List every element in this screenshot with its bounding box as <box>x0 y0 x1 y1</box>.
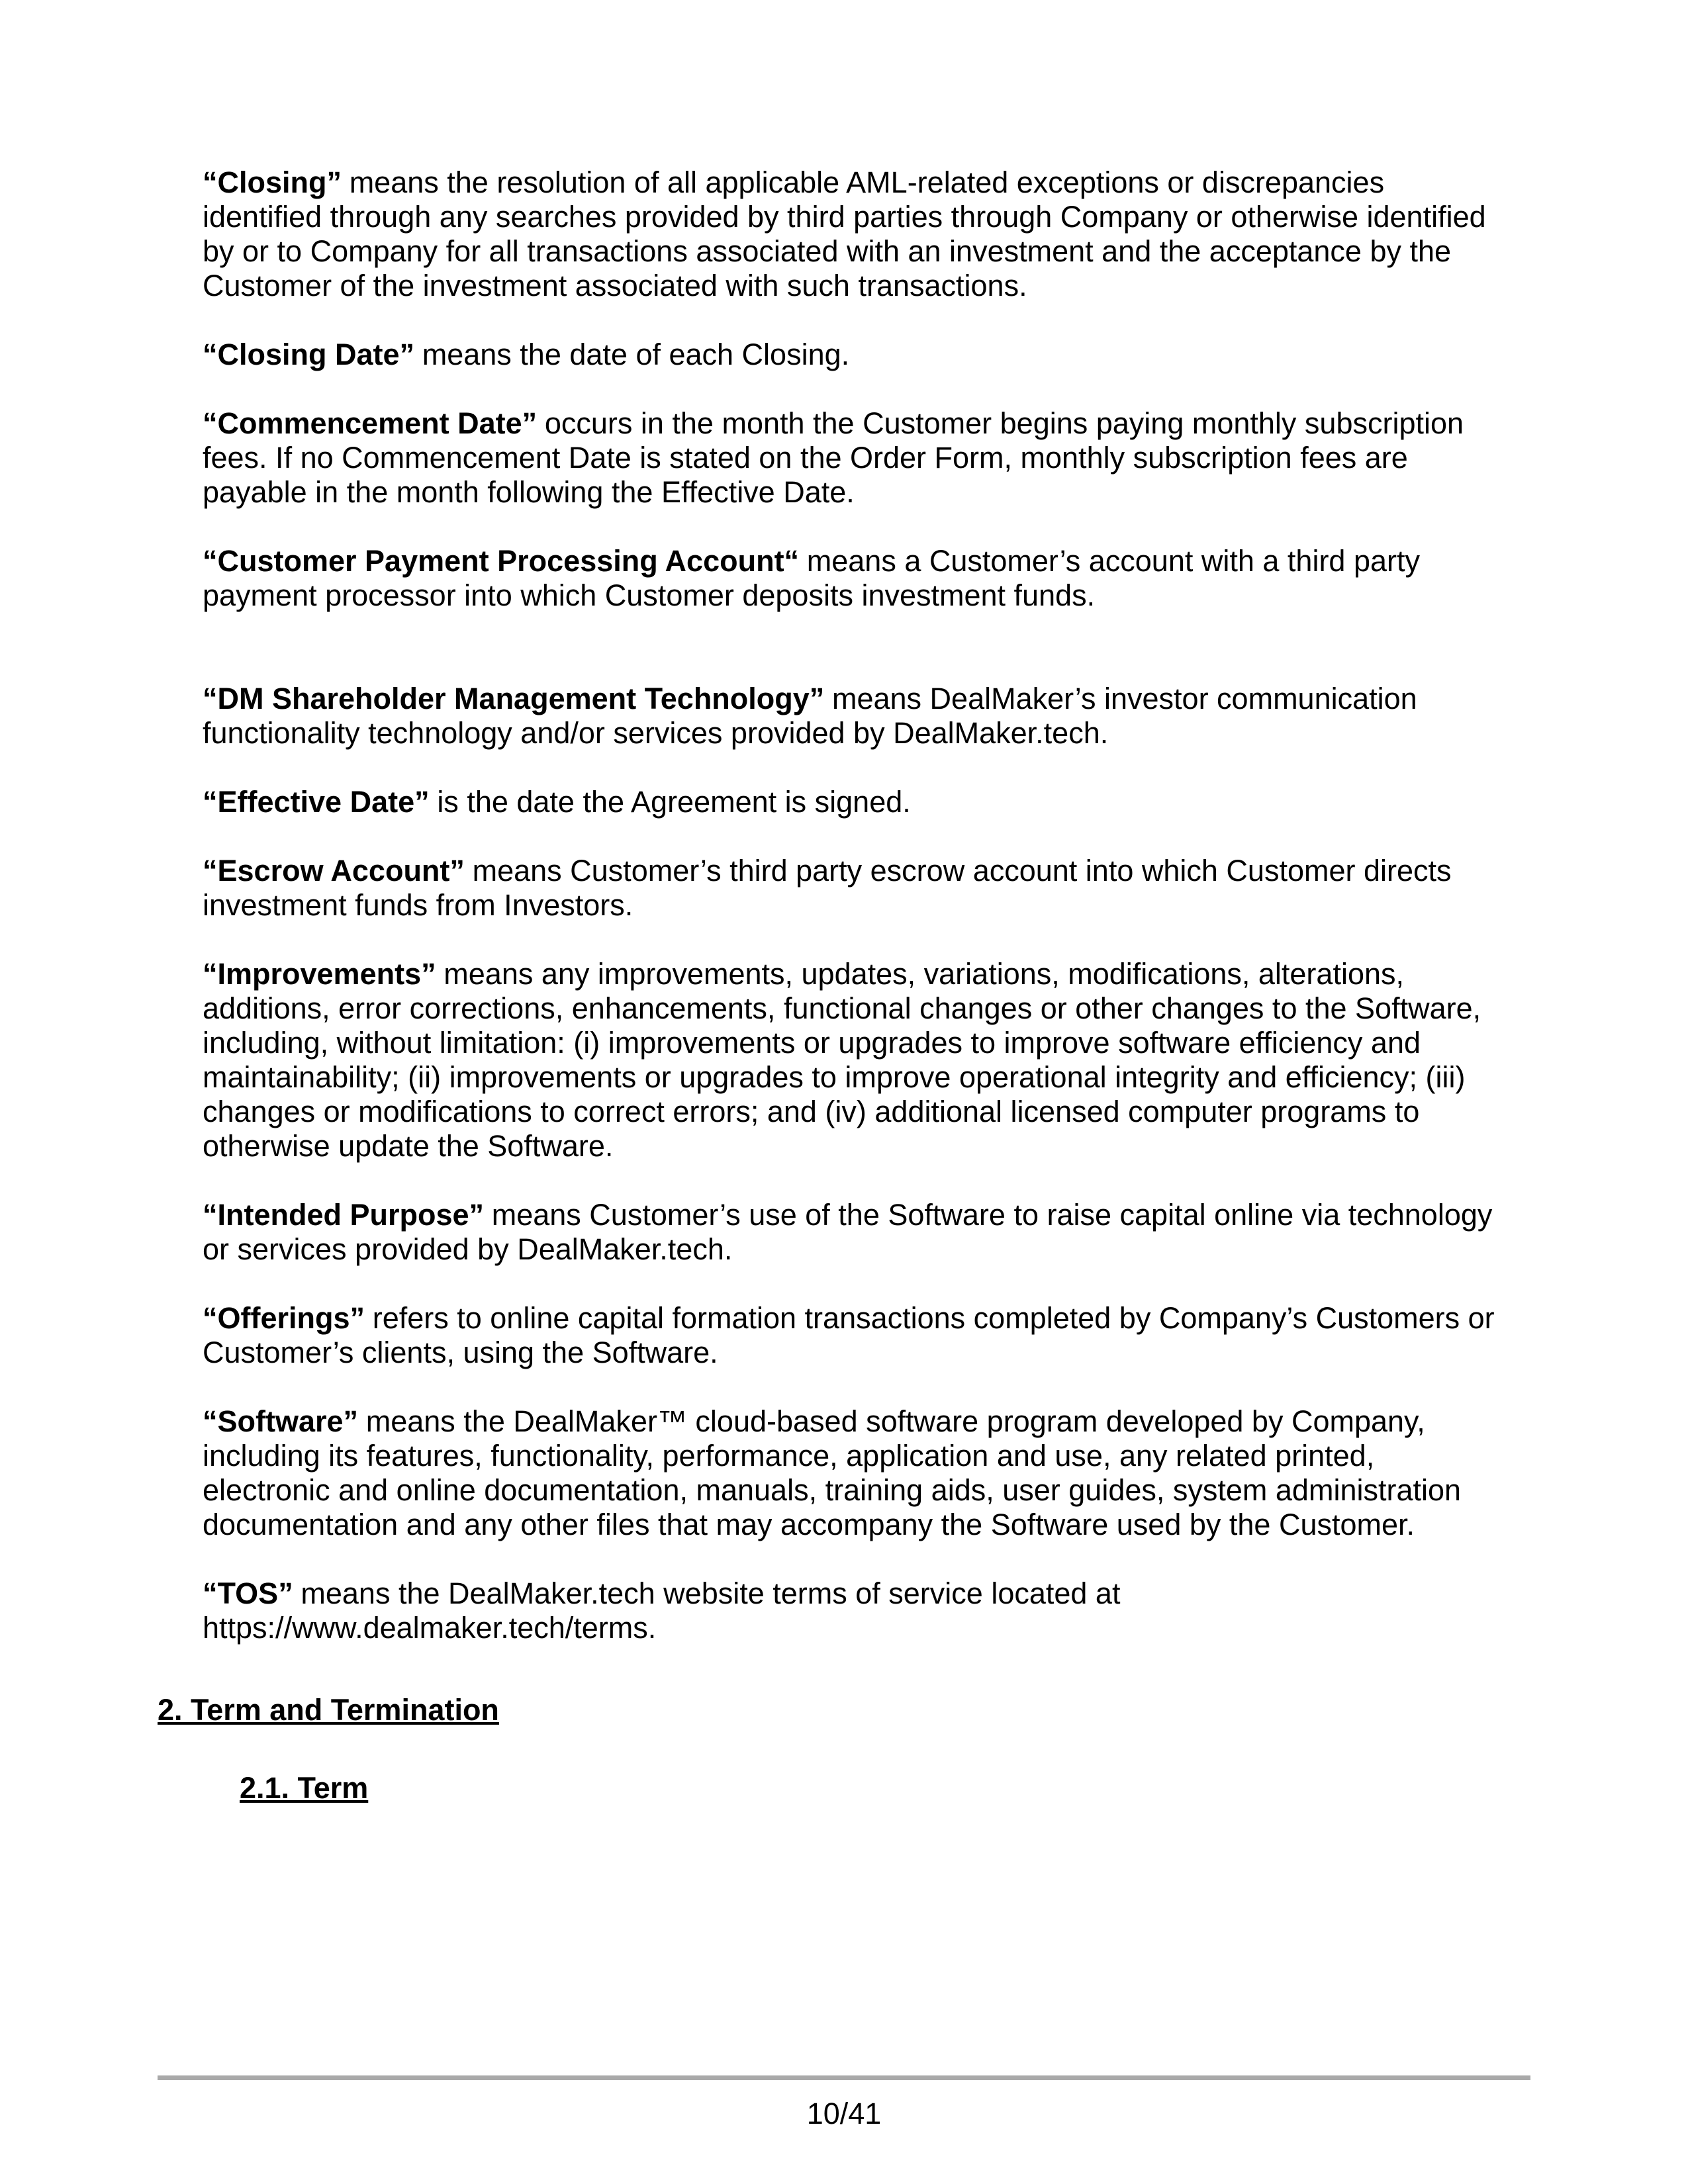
def-effective-date <box>203 785 1501 819</box>
def-tos <box>203 1576 1501 1645</box>
subsection-heading-term: 2.1. Term <box>240 1771 369 1805</box>
footer-divider-line <box>158 2075 1530 2080</box>
def-offerings <box>203 1301 1501 1370</box>
def-intended-purpose-text: means Customer’s use of the Software to raise capital online via technology or services provided by DealMaker.tech. <box>203 1198 1493 1266</box>
section-heading-term-and-termination: 2. Term and Termination <box>158 1693 499 1727</box>
def-escrow-account <box>203 854 1501 923</box>
def-customer-payment-processing-account <box>203 544 1501 613</box>
def-software-term: “Software” <box>203 1404 359 1438</box>
def-tos-term: “TOS” <box>203 1576 293 1610</box>
def-dm-shareholder-management-technology-term: “DM Shareholder Management Technology” <box>203 682 825 715</box>
def-offerings-text: refers to online capital formation transactions completed by Company’s Customers or Customer’s clients, using the Software. <box>203 1301 1495 1369</box>
def-customer-payment-processing-account-text: means a Customer’s account with a third party payment processor into which Customer deposits investment funds. <box>203 544 1421 612</box>
def-effective-date-text: is the date the Agreement is signed. <box>437 785 911 819</box>
def-dm-shareholder-management-technology-text: means DealMaker’s investor communication functionality technology and/or services provided by DealMaker.tech. <box>203 682 1417 750</box>
def-intended-purpose-term: “Intended Purpose” <box>203 1198 485 1232</box>
def-dm-shareholder-management-technology <box>203 682 1501 751</box>
def-commencement-date-text: occurs in the month the Customer begins paying monthly subscription fees. If no Commencement Date is stated on the Order Form, monthly subscription fees are payable in the month following the Effective Date. <box>203 406 1464 509</box>
def-closing-date <box>203 338 1501 372</box>
def-software-text: means the DealMaker™ cloud-based software program developed by Company, including its features, functionality, performance, application and use, any related printed, electronic and online documentation, manuals, training aids, user guides, system administration documentation and any other files that may accompany the Software used by the Customer. <box>203 1404 1462 1541</box>
page-number: 10/41 <box>806 2097 882 2130</box>
def-closing-date-term: “Closing Date” <box>203 338 415 371</box>
def-improvements-term: “Improvements” <box>203 957 436 991</box>
def-improvements-text: means any improvements, updates, variations, modifications, alterations, additions, error corrections, enhancements, functional changes or other changes to the Software, including, without limitation: (i) improvements or upgrades to improve software efficiency and maintainability; (ii) improvements or upgrades to improve operational integrity and efficiency; (iii) changes or modifications to correct errors; and (iv) additional licensed computer programs to otherwise update the Software. <box>203 957 1481 1163</box>
def-customer-payment-processing-account-term: “Customer Payment Processing Account“ <box>203 544 800 578</box>
def-closing-term: “Closing” <box>203 165 342 199</box>
def-intended-purpose <box>203 1198 1501 1267</box>
document-body <box>158 165 1501 1805</box>
def-effective-date-term: “Effective Date” <box>203 785 430 819</box>
def-offerings-term: “Offerings” <box>203 1301 365 1335</box>
def-closing-text: means the resolution of all applicable AML-related exceptions or discrepancies identified through any searches provided by third parties through Company or otherwise identified by or to Company for all transactions associated with an investment and the acceptance by the Customer of the investment associated with such transactions. <box>203 165 1486 302</box>
def-closing <box>203 165 1501 303</box>
def-software <box>203 1404 1501 1542</box>
def-improvements <box>203 957 1501 1163</box>
def-commencement-date <box>203 406 1501 510</box>
def-escrow-account-term: “Escrow Account” <box>203 854 465 887</box>
def-escrow-account-text: means Customer’s third party escrow account into which Customer directs investment funds from Investors. <box>203 854 1452 922</box>
def-commencement-date-term: “Commencement Date” <box>203 406 538 440</box>
def-tos-text: means the DealMaker.tech website terms of service located at https://www.dealmaker.tech/terms. <box>203 1576 1121 1645</box>
def-closing-date-text: means the date of each Closing. <box>422 338 850 371</box>
